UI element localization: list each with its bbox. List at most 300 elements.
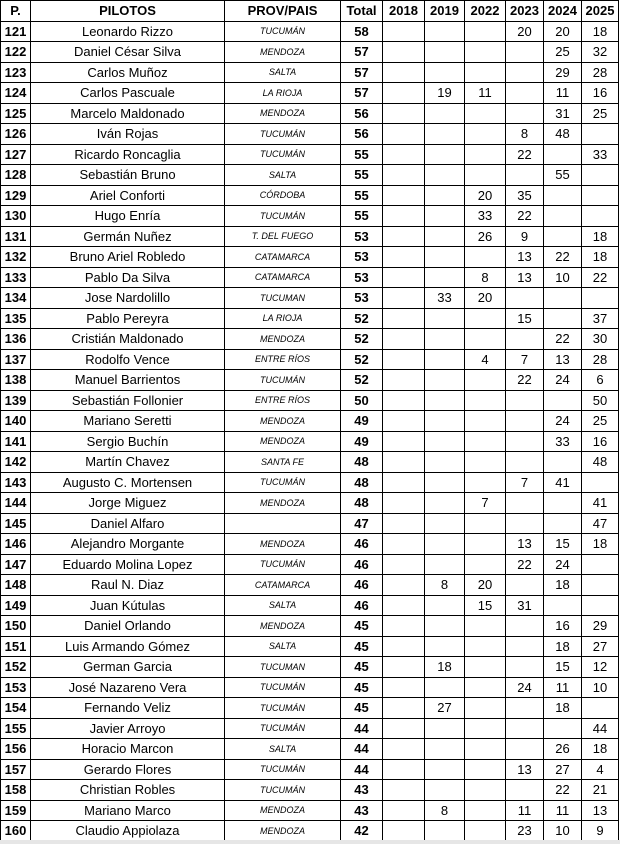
points-2022-cell: [465, 800, 506, 821]
points-2023-cell: [506, 42, 544, 63]
points-2018-cell: [383, 288, 425, 309]
header-2022: 2022: [465, 1, 506, 22]
points-2018-cell: [383, 247, 425, 268]
points-2025-cell: 48: [582, 452, 619, 473]
position-cell: 130: [1, 206, 31, 227]
province-cell: TUCUMÁN: [225, 554, 341, 575]
total-cell: 55: [341, 206, 383, 227]
points-2022-cell: [465, 739, 506, 760]
points-2025-cell: 18: [582, 534, 619, 555]
points-2023-cell: [506, 452, 544, 473]
points-2024-cell: [544, 206, 582, 227]
pilot-name-cell: Augusto C. Mortensen: [31, 472, 225, 493]
points-2019-cell: [425, 247, 465, 268]
pilot-name-cell: Fernando Veliz: [31, 698, 225, 719]
points-2022-cell: [465, 821, 506, 842]
points-2022-cell: 26: [465, 226, 506, 247]
table-row: [1, 493, 619, 514]
points-2024-cell: 10: [544, 267, 582, 288]
position-cell: 153: [1, 677, 31, 698]
total-cell: 52: [341, 370, 383, 391]
total-cell: 43: [341, 800, 383, 821]
position-cell: 137: [1, 349, 31, 370]
pilot-name-cell: Carlos Pascuale: [31, 83, 225, 104]
points-2018-cell: [383, 677, 425, 698]
province-cell: TUCUMÁN: [225, 206, 341, 227]
pilot-name-cell: Raul N. Diaz: [31, 575, 225, 596]
points-2018-cell: [383, 370, 425, 391]
points-2024-cell: 31: [544, 103, 582, 124]
province-cell: SANTA FE: [225, 452, 341, 473]
points-2019-cell: 8: [425, 800, 465, 821]
points-2023-cell: 31: [506, 595, 544, 616]
points-2019-cell: [425, 554, 465, 575]
points-2024-cell: 22: [544, 247, 582, 268]
points-2023-cell: [506, 493, 544, 514]
province-cell: TUCUMÁN: [225, 718, 341, 739]
points-2019-cell: [425, 103, 465, 124]
points-2019-cell: 19: [425, 83, 465, 104]
pilot-name-cell: Daniel Orlando: [31, 616, 225, 637]
province-cell: TUCUMÁN: [225, 144, 341, 165]
position-cell: 135: [1, 308, 31, 329]
pilot-name-cell: Jose Nardolillo: [31, 288, 225, 309]
total-cell: 58: [341, 21, 383, 42]
points-2018-cell: [383, 411, 425, 432]
points-2024-cell: [544, 288, 582, 309]
position-cell: 157: [1, 759, 31, 780]
province-cell: SALTA: [225, 595, 341, 616]
province-cell: CÓRDOBA: [225, 185, 341, 206]
table-row: [1, 206, 619, 227]
points-2022-cell: [465, 636, 506, 657]
table-row: [1, 267, 619, 288]
points-2025-cell: 29: [582, 616, 619, 637]
points-2024-cell: 15: [544, 657, 582, 678]
points-2018-cell: [383, 636, 425, 657]
table-row: [1, 124, 619, 145]
points-2018-cell: [383, 800, 425, 821]
points-2022-cell: [465, 103, 506, 124]
province-cell: TUCUMÁN: [225, 472, 341, 493]
points-2022-cell: [465, 513, 506, 534]
points-2024-cell: [544, 452, 582, 473]
points-2019-cell: [425, 206, 465, 227]
points-2024-cell: 27: [544, 759, 582, 780]
points-2022-cell: [465, 62, 506, 83]
pilot-name-cell: Sergio Buchín: [31, 431, 225, 452]
points-2025-cell: 28: [582, 62, 619, 83]
total-cell: 56: [341, 124, 383, 145]
province-cell: SALTA: [225, 165, 341, 186]
points-2024-cell: 18: [544, 575, 582, 596]
total-cell: 48: [341, 452, 383, 473]
points-2022-cell: [465, 329, 506, 350]
points-2023-cell: 20: [506, 21, 544, 42]
points-2023-cell: 7: [506, 349, 544, 370]
points-2024-cell: 11: [544, 800, 582, 821]
province-cell: TUCUMÁN: [225, 370, 341, 391]
total-cell: 50: [341, 390, 383, 411]
points-2023-cell: [506, 780, 544, 801]
province-cell: CATAMARCA: [225, 575, 341, 596]
total-cell: 52: [341, 329, 383, 350]
points-2022-cell: [465, 759, 506, 780]
table-row: [1, 411, 619, 432]
points-2018-cell: [383, 103, 425, 124]
table-row: [1, 595, 619, 616]
points-2023-cell: 24: [506, 677, 544, 698]
points-2018-cell: [383, 267, 425, 288]
points-2024-cell: 16: [544, 616, 582, 637]
points-2022-cell: [465, 308, 506, 329]
pilot-name-cell: Christian Robles: [31, 780, 225, 801]
table-row: [1, 431, 619, 452]
total-cell: 56: [341, 103, 383, 124]
position-cell: 158: [1, 780, 31, 801]
table-row: [1, 657, 619, 678]
points-2023-cell: 22: [506, 206, 544, 227]
points-2019-cell: [425, 759, 465, 780]
table-row: [1, 739, 619, 760]
header-row: [1, 1, 619, 22]
pilot-name-cell: Ricardo Roncaglia: [31, 144, 225, 165]
points-2025-cell: [582, 124, 619, 145]
pilot-name-cell: Rodolfo Vence: [31, 349, 225, 370]
points-2018-cell: [383, 780, 425, 801]
points-2019-cell: [425, 329, 465, 350]
points-2019-cell: [425, 165, 465, 186]
total-cell: 49: [341, 431, 383, 452]
table-row: [1, 800, 619, 821]
points-2023-cell: 9: [506, 226, 544, 247]
points-2018-cell: [383, 124, 425, 145]
header-2024: 2024: [544, 1, 582, 22]
points-2025-cell: [582, 165, 619, 186]
points-2025-cell: 37: [582, 308, 619, 329]
province-cell: [225, 513, 341, 534]
table-row: [1, 554, 619, 575]
points-2022-cell: [465, 554, 506, 575]
points-2023-cell: 13: [506, 759, 544, 780]
province-cell: MENDOZA: [225, 821, 341, 842]
total-cell: 45: [341, 616, 383, 637]
points-2023-cell: 11: [506, 800, 544, 821]
points-2025-cell: 4: [582, 759, 619, 780]
total-cell: 52: [341, 349, 383, 370]
points-2018-cell: [383, 616, 425, 637]
total-cell: 55: [341, 165, 383, 186]
points-2022-cell: [465, 431, 506, 452]
province-cell: SALTA: [225, 636, 341, 657]
points-2022-cell: [465, 42, 506, 63]
points-2023-cell: [506, 431, 544, 452]
points-2022-cell: 20: [465, 575, 506, 596]
position-cell: 136: [1, 329, 31, 350]
province-cell: TUCUMÁN: [225, 698, 341, 719]
points-2018-cell: [383, 821, 425, 842]
table-row: [1, 677, 619, 698]
points-2025-cell: 32: [582, 42, 619, 63]
table-row: [1, 698, 619, 719]
points-2018-cell: [383, 657, 425, 678]
points-2025-cell: 18: [582, 226, 619, 247]
points-2023-cell: [506, 83, 544, 104]
province-cell: T. DEL FUEGO: [225, 226, 341, 247]
points-2022-cell: 7: [465, 493, 506, 514]
total-cell: 46: [341, 595, 383, 616]
province-cell: MENDOZA: [225, 616, 341, 637]
total-cell: 44: [341, 718, 383, 739]
points-2024-cell: [544, 513, 582, 534]
points-2019-cell: [425, 226, 465, 247]
points-2025-cell: [582, 288, 619, 309]
pilot-name-cell: Pablo Pereyra: [31, 308, 225, 329]
points-2024-cell: 24: [544, 554, 582, 575]
province-cell: ENTRE RÍOS: [225, 390, 341, 411]
points-2018-cell: [383, 21, 425, 42]
points-2022-cell: 8: [465, 267, 506, 288]
pilot-name-cell: Germán Nuñez: [31, 226, 225, 247]
table-row: [1, 103, 619, 124]
table-row: [1, 62, 619, 83]
province-cell: TUCUMÁN: [225, 780, 341, 801]
position-cell: 154: [1, 698, 31, 719]
table-row: [1, 308, 619, 329]
position-cell: 125: [1, 103, 31, 124]
total-cell: 53: [341, 226, 383, 247]
points-2019-cell: 27: [425, 698, 465, 719]
pilot-name-cell: Pablo Da Silva: [31, 267, 225, 288]
points-2023-cell: [506, 103, 544, 124]
points-2023-cell: [506, 616, 544, 637]
points-2022-cell: [465, 21, 506, 42]
points-2022-cell: [465, 452, 506, 473]
points-2023-cell: 15: [506, 308, 544, 329]
province-cell: MENDOZA: [225, 431, 341, 452]
points-2022-cell: 33: [465, 206, 506, 227]
pilot-name-cell: Cristián Maldonado: [31, 329, 225, 350]
points-2025-cell: 18: [582, 21, 619, 42]
total-cell: 48: [341, 472, 383, 493]
table-row: [1, 42, 619, 63]
total-cell: 46: [341, 554, 383, 575]
points-2025-cell: [582, 554, 619, 575]
total-cell: 48: [341, 493, 383, 514]
pilot-name-cell: Horacio Marcon: [31, 739, 225, 760]
points-2025-cell: [582, 595, 619, 616]
points-2025-cell: [582, 698, 619, 719]
table-row: [1, 636, 619, 657]
points-2024-cell: [544, 185, 582, 206]
points-2024-cell: [544, 718, 582, 739]
points-2024-cell: 15: [544, 534, 582, 555]
pilot-name-cell: Hugo Enría: [31, 206, 225, 227]
points-2019-cell: 33: [425, 288, 465, 309]
province-cell: MENDOZA: [225, 493, 341, 514]
points-2023-cell: 13: [506, 247, 544, 268]
total-cell: 55: [341, 185, 383, 206]
points-2018-cell: [383, 513, 425, 534]
points-2025-cell: 13: [582, 800, 619, 821]
points-2025-cell: 10: [582, 677, 619, 698]
position-cell: 140: [1, 411, 31, 432]
position-cell: 133: [1, 267, 31, 288]
points-2024-cell: 26: [544, 739, 582, 760]
total-cell: 52: [341, 308, 383, 329]
points-2025-cell: 18: [582, 247, 619, 268]
pilot-name-cell: Jorge Miguez: [31, 493, 225, 514]
points-2018-cell: [383, 534, 425, 555]
points-2018-cell: [383, 62, 425, 83]
pilot-name-cell: Ariel Conforti: [31, 185, 225, 206]
points-2024-cell: 13: [544, 349, 582, 370]
points-2018-cell: [383, 144, 425, 165]
total-cell: 46: [341, 575, 383, 596]
table-row: [1, 452, 619, 473]
points-2018-cell: [383, 554, 425, 575]
points-2018-cell: [383, 431, 425, 452]
position-cell: 124: [1, 83, 31, 104]
points-2023-cell: [506, 636, 544, 657]
points-2025-cell: 47: [582, 513, 619, 534]
points-2019-cell: [425, 636, 465, 657]
pilot-name-cell: Gerardo Flores: [31, 759, 225, 780]
points-2023-cell: 13: [506, 534, 544, 555]
pilot-name-cell: Alejandro Morgante: [31, 534, 225, 555]
points-2018-cell: [383, 575, 425, 596]
pilot-name-cell: Martín Chavez: [31, 452, 225, 473]
province-cell: MENDOZA: [225, 800, 341, 821]
points-2018-cell: [383, 390, 425, 411]
table-row: [1, 144, 619, 165]
points-2019-cell: 8: [425, 575, 465, 596]
position-cell: 152: [1, 657, 31, 678]
table-row: [1, 390, 619, 411]
total-cell: 53: [341, 267, 383, 288]
points-2025-cell: 30: [582, 329, 619, 350]
points-2023-cell: 22: [506, 554, 544, 575]
total-cell: 46: [341, 534, 383, 555]
table-row: [1, 534, 619, 555]
province-cell: TUCUMÁN: [225, 124, 341, 145]
province-cell: MENDOZA: [225, 329, 341, 350]
province-cell: TUCUMAN: [225, 288, 341, 309]
table-row: [1, 226, 619, 247]
sheet-bottom-edge: [0, 840, 620, 844]
province-cell: MENDOZA: [225, 42, 341, 63]
position-cell: 138: [1, 370, 31, 391]
points-2025-cell: 27: [582, 636, 619, 657]
table-row: [1, 247, 619, 268]
points-2025-cell: [582, 575, 619, 596]
points-2019-cell: [425, 267, 465, 288]
points-2018-cell: [383, 759, 425, 780]
total-cell: 45: [341, 636, 383, 657]
points-2024-cell: [544, 493, 582, 514]
points-2018-cell: [383, 308, 425, 329]
total-cell: 44: [341, 739, 383, 760]
total-cell: 42: [341, 821, 383, 842]
province-cell: SALTA: [225, 62, 341, 83]
points-2023-cell: [506, 657, 544, 678]
points-2018-cell: [383, 493, 425, 514]
province-cell: LA RIOJA: [225, 83, 341, 104]
position-cell: 123: [1, 62, 31, 83]
table-row: [1, 575, 619, 596]
total-cell: 57: [341, 83, 383, 104]
pilot-name-cell: Luis Armando Gómez: [31, 636, 225, 657]
points-2025-cell: 12: [582, 657, 619, 678]
pilot-name-cell: German Garcia: [31, 657, 225, 678]
points-2019-cell: [425, 308, 465, 329]
points-2024-cell: 24: [544, 370, 582, 391]
province-cell: MENDOZA: [225, 534, 341, 555]
points-2024-cell: 11: [544, 677, 582, 698]
points-2024-cell: 18: [544, 698, 582, 719]
points-2018-cell: [383, 42, 425, 63]
points-2019-cell: [425, 718, 465, 739]
points-2024-cell: 11: [544, 83, 582, 104]
points-2019-cell: [425, 185, 465, 206]
points-2025-cell: 9: [582, 821, 619, 842]
points-2023-cell: [506, 718, 544, 739]
points-2022-cell: [465, 657, 506, 678]
points-2024-cell: 25: [544, 42, 582, 63]
points-2024-cell: 22: [544, 329, 582, 350]
points-2023-cell: 35: [506, 185, 544, 206]
points-2025-cell: 25: [582, 411, 619, 432]
points-2019-cell: [425, 390, 465, 411]
total-cell: 57: [341, 62, 383, 83]
pilot-name-cell: Daniel Alfaro: [31, 513, 225, 534]
points-2024-cell: 10: [544, 821, 582, 842]
points-2023-cell: 13: [506, 267, 544, 288]
points-2025-cell: 16: [582, 431, 619, 452]
points-2024-cell: 29: [544, 62, 582, 83]
pilot-name-cell: Javier Arroyo: [31, 718, 225, 739]
points-2019-cell: [425, 21, 465, 42]
total-cell: 49: [341, 411, 383, 432]
position-cell: 144: [1, 493, 31, 514]
points-2018-cell: [383, 698, 425, 719]
position-cell: 122: [1, 42, 31, 63]
points-2019-cell: [425, 124, 465, 145]
position-cell: 141: [1, 431, 31, 452]
points-2019-cell: [425, 431, 465, 452]
pilot-name-cell: Sebastián Bruno: [31, 165, 225, 186]
points-2018-cell: [383, 739, 425, 760]
header-name: PILOTOS: [31, 1, 225, 22]
points-2018-cell: [383, 165, 425, 186]
table-row: [1, 83, 619, 104]
points-2022-cell: [465, 124, 506, 145]
points-2018-cell: [383, 472, 425, 493]
points-2018-cell: [383, 349, 425, 370]
position-cell: 139: [1, 390, 31, 411]
points-2022-cell: [465, 144, 506, 165]
points-2019-cell: [425, 616, 465, 637]
points-2022-cell: [465, 698, 506, 719]
pilot-name-cell: Sebastián Follonier: [31, 390, 225, 411]
table-row: [1, 185, 619, 206]
total-cell: 57: [341, 42, 383, 63]
points-2019-cell: [425, 780, 465, 801]
points-2022-cell: [465, 780, 506, 801]
position-cell: 131: [1, 226, 31, 247]
table-row: [1, 349, 619, 370]
points-2024-cell: 22: [544, 780, 582, 801]
